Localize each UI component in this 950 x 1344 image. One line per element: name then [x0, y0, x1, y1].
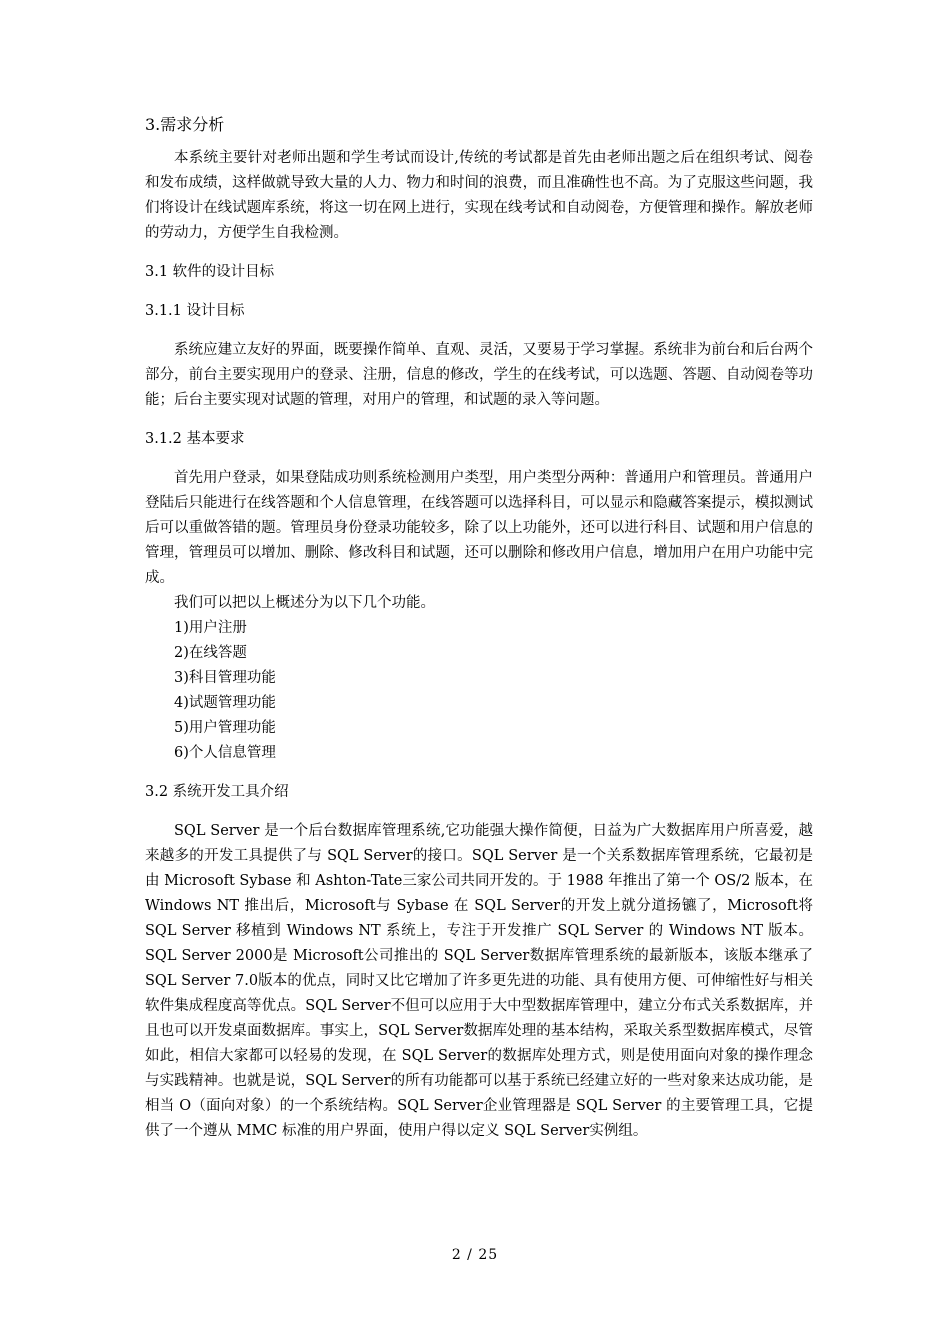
list-item: 3)科目管理功能	[174, 670, 276, 686]
subsection-title-3-1-2: 3.1.2 基本要求	[145, 431, 245, 447]
function-summary-line: 我们可以把以上概述分为以下几个功能。	[174, 595, 435, 611]
section-title: 3.需求分析	[145, 115, 225, 134]
subsection-title-3-1: 3.1 软件的设计目标	[145, 264, 275, 280]
design-goal-paragraph: 系统应建立友好的界面，既要操作简单、直观、灵活，又要易于学习掌握。系统非为前台和后台两个部分，前台主要实现用户的登录、注册，信息的修改，学生的在线考试，可以选题、答题、自动阅卷等功能；后台主要实现对试题的管理，对用户的管理，和试题的录入等问题。	[145, 342, 813, 408]
basic-requirements-paragraph: 首先用户登录，如果登陆成功则系统检测用户类型，用户类型分两种：普通用户和管理员。普通用户登陆后只能进行在线答题和个人信息管理，在线答题可以选择科目，可以显示和隐藏答案提示，模拟测试后可以重做答错的题。管理员身份登录功能较多，除了以上功能外，还可以进行科目、试题和用户信息的管理，管理员可以增加、删除、修改科目和试题，还可以删除和修改用户信息，增加用户在用户功能中完成。	[145, 470, 813, 586]
page-number: 2 / 25	[451, 1247, 499, 1263]
list-item: 5)用户管理功能	[174, 720, 276, 736]
intro-paragraph: 本系统主要针对老师出题和学生考试而设计,传统的考试都是首先由老师出题之后在组织考试、阅卷和发布成绩，这样做就导致大量的人力、物力和时间的浪费，而且准确性也不高。为了克服这些问题，我们将设计在线试题库系统，将这一切在网上进行，实现在线考试和自动阅卷，方便管理和操作。解放老师的劳动力，方便学生自我检测。	[145, 150, 813, 241]
subsection-title-3-1-1: 3.1.1 设计目标	[145, 303, 245, 319]
subsection-title-3-2: 3.2 系统开发工具介绍	[145, 784, 289, 800]
list-item: 6)个人信息管理	[174, 745, 276, 761]
list-item: 1)用户注册	[174, 620, 247, 636]
list-item: 2)在线答题	[174, 645, 247, 661]
sql-server-paragraph: SQL Server 是一个后台数据库管理系统,它功能强大操作简便，日益为广大数据库用户所喜爱，越来越多的开发工具提供了与 SQL Server的接口。SQL Server 是一个关系数据库管理系统，它最初是由 Microsoft Sybase 和 Ashton-Tate三家公司共同开发的。于 1988 年推出了第一个 OS/2 版本，在 Windows NT 推出后，Microsoft与 Sybase 在 SQL Server的开发上就分道扬镳了，Microsoft将 SQL Server 移植到 Windows NT 系统上，专注于开发推广 SQL Server 的 Windows NT 版本。SQL Server 2000是 Microsoft公司推出的 SQL Server数据库管理系统的最新版本，该版本继承了 SQL Server 7.0版本的优点，同时又比它增加了许多更先进的功能、具有使用方便、可伸缩性好与相关软件集成程度高等优点。SQL Server不但可以应用于大中型数据库管理中，建立分布式关系数据库，并且也可以开发桌面数据库。事实上，SQL Server数据库处理的基本结构，采取关系型数据库模式，尽管如此，相信大家都可以轻易的发现，在 SQL Server的数据库处理方式，则是使用面向对象的操作理念与实践精神。也就是说，SQL Server的所有功能都可以基于系统已经建立好的一些对象来达成功能，是相当 O（面向对象）的一个系统结构。SQL Server企业管理器是 SQL Server 的主要管理工具，它提供了一个遵从 MMC 标准的用户界面，使用户得以定义 SQL Server实例组。	[145, 823, 813, 1139]
document-page	[145, 112, 813, 1144]
list-item: 4)试题管理功能	[174, 695, 276, 711]
function-list	[145, 616, 813, 766]
